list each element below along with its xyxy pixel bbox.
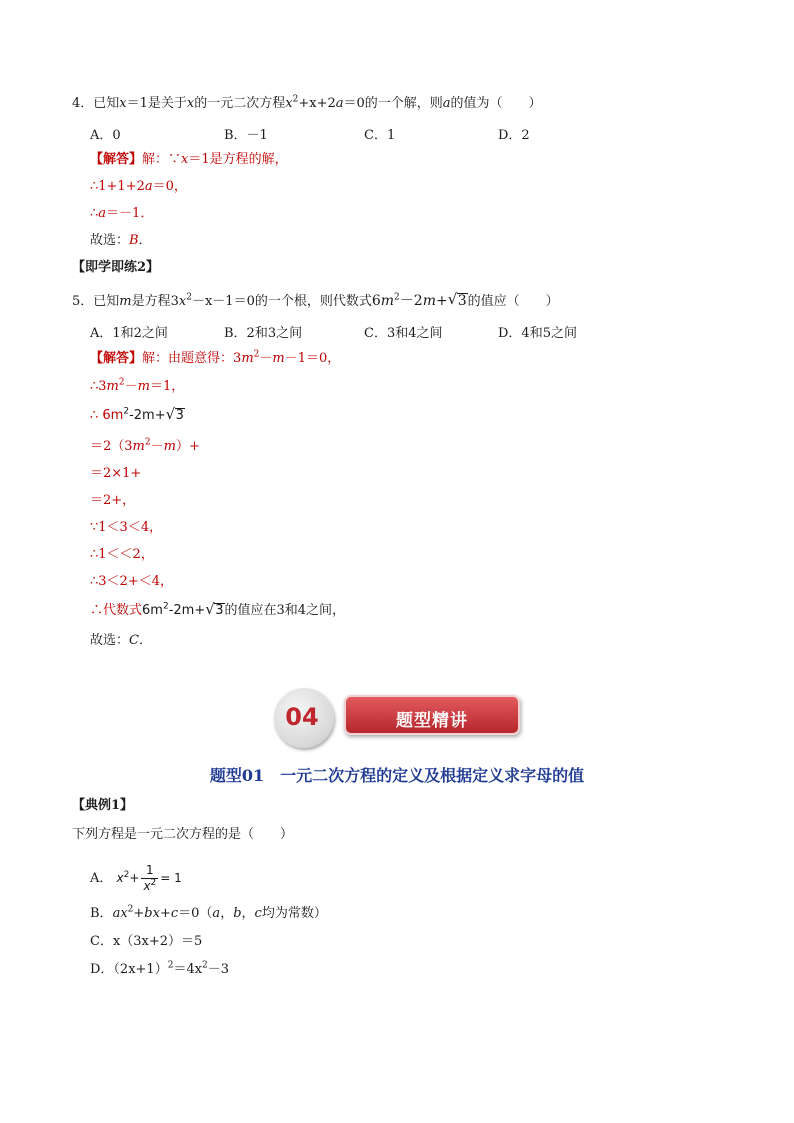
q4-option-c: C．1 bbox=[364, 128, 396, 143]
q4-stem: 4．已知x＝1是关于x的一元二次方程$x^2+x+2a=0$的一个解，则a的值为（ ） bbox=[72, 94, 542, 111]
section-label: 题型精讲 bbox=[396, 711, 468, 731]
q5-step-7: ∴1＜＜2， bbox=[90, 547, 154, 562]
q5-option-c: C．3和4之间 bbox=[364, 326, 443, 341]
section-number: 04 bbox=[285, 703, 319, 731]
q5-step-1: $\therefore 3m^2-m=1$， bbox=[90, 377, 185, 394]
q4-option-b: B．－1 bbox=[224, 128, 268, 143]
q5-option-b: B．2和3之间 bbox=[224, 326, 303, 341]
q5-option-d: D．4和5之间 bbox=[498, 326, 577, 341]
q4-answer: 【解答】解：∵x＝1是方程的解， bbox=[90, 152, 288, 167]
q5-step-8: ∴3＜2+＜4， bbox=[90, 574, 173, 589]
q4-final: 故选：B． bbox=[90, 233, 152, 248]
q5-step-9: ∴代数式$6m^2-2m+$ √ 3的值应在3和4之间， bbox=[90, 600, 346, 618]
q4-option-a: A．0 bbox=[90, 128, 121, 143]
q5-stem: 5．已知m是方程$3x^2-x-1=0$的一个根，则代数式$6m^2-2m+$ √ 3的值应（ ） bbox=[72, 290, 559, 309]
q5-step-2: ∴ $6m^2-2m+$ √ 3 bbox=[90, 405, 184, 423]
q5-step-6: ∵1＜3＜4， bbox=[90, 520, 163, 535]
section-label-pill bbox=[344, 695, 520, 735]
section-title: 题型01 一元二次方程的定义及根据定义求字母的值 bbox=[209, 766, 585, 785]
q4-step-1: ∴1+1+2a＝0， bbox=[90, 179, 187, 194]
section-banner bbox=[274, 684, 524, 750]
example-1-option-d: D．$(2x+1)^2=4x^2-3$ bbox=[90, 960, 230, 977]
q4-step-2: ∴a＝－1． bbox=[90, 206, 154, 221]
q5-step-3: $=2(3m^2-m)+$ bbox=[90, 437, 200, 454]
q5-answer: 【解答】解：由题意得：$3m^2-m-1=0$， bbox=[90, 349, 341, 366]
q5-final: 故选：C． bbox=[90, 633, 152, 648]
example-1-stem: 下列方程是一元二次方程的是（ ） bbox=[72, 827, 294, 842]
example-1-option-a: A． $x^2+$ $\frac{1}{x^2}$ = 1 bbox=[90, 863, 182, 893]
q5-option-a: A．1和2之间 bbox=[90, 326, 168, 341]
example-1-option-c: C．x（3x+2）＝5 bbox=[90, 934, 203, 949]
example-label: 【典例1】 bbox=[72, 798, 134, 813]
q4-option-d: D．2 bbox=[498, 128, 530, 143]
practice-label: 【即学即练2】 bbox=[72, 260, 160, 275]
q5-step-5: ＝2+， bbox=[90, 493, 136, 508]
q5-step-4: ＝2×1+ bbox=[90, 466, 142, 481]
q5-expression: $6m^2-2m+$ √ 3 bbox=[371, 290, 467, 309]
example-1-option-b: B．$ax^2+bx+c=0(a$，b，c均为常数） bbox=[90, 904, 327, 921]
